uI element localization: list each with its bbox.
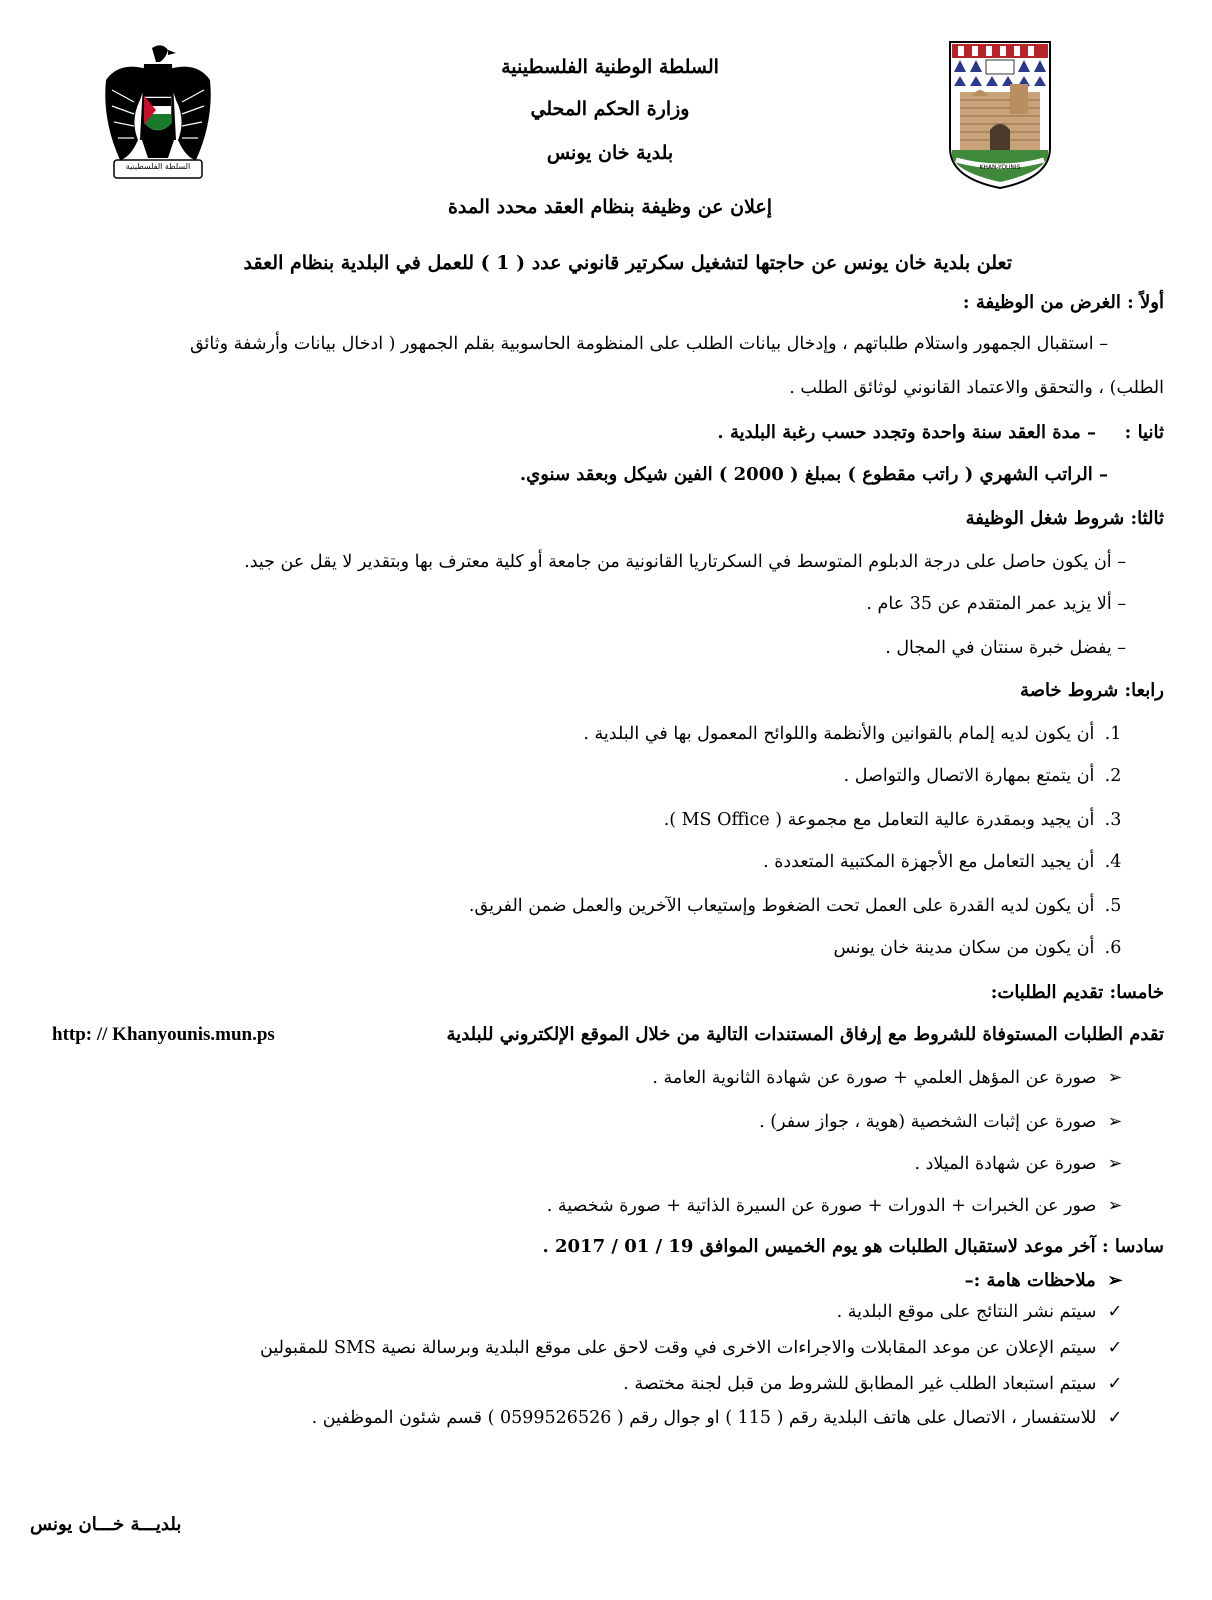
item-number: 3.	[1104, 810, 1122, 830]
section5-intro: تقدم الطلبات المستوفاة للشروط مع إرفاق المستندات التالية من خلال الموقع الإلكتروني للبلدية	[446, 1024, 1164, 1045]
item-number: 5.	[1104, 896, 1122, 916]
note-text: سيتم الإعلان عن موعد المقابلات والاجراءات الاخرى في وقت لاحق على موقع البلدية وبرسالة نصية SMS للمقبولين	[260, 1338, 1097, 1358]
municipality-logo-caption: KHAN-YOUNIS	[979, 164, 1021, 171]
section2-line1: – مدة العقد سنة واحدة وتجدد حسب رغبة البلدية .	[717, 422, 1096, 443]
khan-younis-municipality-logo	[946, 38, 1054, 190]
check-icon: ✓	[1107, 1338, 1123, 1358]
section5-title-rest: تقديم الطلبات:	[990, 982, 1110, 1003]
section1-line1: – استقبال الجمهور واستلام طلباتهم ، وإدخال بيانات الطلب على المنظومة الحاسوبية بقلم الجمهور ( ادخال بيانات وأرشفة وثائق	[189, 334, 1108, 354]
section3-title-rest: شروط شغل الوظيفة	[965, 508, 1131, 529]
item-text: أن يجيد التعامل مع الأجهزة المكتبية المتعددة .	[763, 852, 1095, 872]
check-icon: ✓	[1107, 1374, 1123, 1394]
document-item-2	[759, 1112, 1128, 1132]
notes-title: ملاحظات هامة :–	[964, 1270, 1096, 1291]
section3-title: ثالثا:	[1130, 508, 1164, 529]
authority-name: السلطة الوطنية الفلسطينية	[501, 56, 719, 78]
document-item-text: صورة عن إثبات الشخصية (هوية ، جواز سفر) .	[759, 1112, 1097, 1132]
section5-heading	[991, 982, 1164, 1003]
arrow-icon: ➢	[1107, 1112, 1123, 1132]
section4-heading	[1020, 680, 1164, 701]
ministry-name: وزارة الحكم المحلي	[530, 98, 690, 120]
arrow-icon: ➢	[1107, 1270, 1123, 1291]
section4-item-1	[583, 724, 1126, 744]
section3-item-3: – يفضل خبرة سنتان في المجال .	[885, 638, 1126, 658]
section1-title: أولاً : الغرض من الوظيفة :	[962, 292, 1164, 313]
note-text: للاستفسار ، الاتصال على هاتف البلدية رقم ( 115 ) او جوال رقم ( 0599526526 ) قسم شئون الموظفين .	[311, 1408, 1097, 1428]
section4-item-4	[763, 852, 1126, 872]
check-icon: ✓	[1107, 1302, 1123, 1322]
section6-title: سادسا :	[1101, 1236, 1164, 1257]
item-text: أن يكون لديه إلمام بالقوانين والأنظمة واللوائح المعمول بها في البلدية .	[583, 724, 1095, 744]
item-number: 4.	[1104, 852, 1122, 872]
document-item-text: صورة عن شهادة الميلاد .	[914, 1154, 1097, 1174]
notes-heading	[965, 1270, 1128, 1291]
emblem-caption: السلطة الفلسطينية	[125, 162, 191, 171]
section6-deadline	[542, 1236, 1164, 1257]
document-item-1	[652, 1068, 1128, 1088]
note-text: سيتم استبعاد الطلب غير المطابق للشروط من قبل لجنة مختصة .	[623, 1374, 1097, 1394]
item-text: أن يجيد وبمقدرة عالية التعامل مع مجموعة ( MS Office ).	[663, 810, 1095, 830]
section5-title: خامسا:	[1109, 982, 1164, 1003]
document-item-3	[914, 1154, 1128, 1174]
section2-title: ثانيا :	[1124, 422, 1164, 443]
note-item-4	[312, 1408, 1128, 1428]
arrow-icon: ➢	[1107, 1154, 1123, 1174]
check-icon: ✓	[1107, 1408, 1123, 1428]
note-text: سيتم نشر النتائج على موقع البلدية .	[836, 1302, 1097, 1322]
document-item-text: صورة عن المؤهل العلمي + صورة عن شهادة الثانوية العامة .	[652, 1068, 1097, 1088]
section4-item-5	[469, 896, 1126, 916]
section4-title-rest: شروط خاصة	[1020, 680, 1125, 701]
section4-title: رابعا:	[1124, 680, 1164, 701]
section6-text: آخر موعد لاستقبال الطلبات هو يوم الخميس الموافق 19 / 01 / 2017 .	[542, 1236, 1102, 1257]
section3-heading	[966, 508, 1164, 529]
note-item-2	[260, 1338, 1128, 1358]
arrow-icon: ➢	[1107, 1196, 1123, 1216]
document-item-4	[547, 1196, 1128, 1216]
section3-item-1: – أن يكون حاصل على درجة الدبلوم المتوسط في السكرتاريا القانونية من جامعة أو كلية معترف بها وبتقدير لا يقل عن جيد.	[244, 552, 1126, 572]
announcement-title: إعلان عن وظيفة بنظام العقد محدد المدة	[447, 196, 773, 218]
section3-item-2: – ألا يزيد عمر المتقدم عن 35 عام .	[866, 594, 1126, 614]
document-item-text: صور عن الخبرات + الدورات + صورة عن السيرة الذاتية + صورة شخصية .	[546, 1196, 1097, 1216]
item-text: أن يتمتع بمهارة الاتصال والتواصل .	[843, 766, 1095, 786]
item-number: 1.	[1104, 724, 1122, 744]
intro-text: تعلن بلدية خان يونس عن حاجتها لتشغيل سكرتير قانوني عدد ( 1 ) للعمل في البلدية بنظام العقد	[243, 252, 1012, 274]
section1-line2: الطلب) ، والتحقق والاعتماد القانوني لوثائق الطلب .	[789, 378, 1164, 398]
municipality-name: بلدية خان يونس	[546, 142, 674, 164]
note-item-3	[623, 1374, 1128, 1394]
signature: بلديـــة خـــان يونس	[30, 1514, 182, 1535]
note-item-1	[837, 1302, 1128, 1322]
website-link[interactable]: http: // Khanyounis.mun.ps	[52, 1024, 275, 1045]
item-number: 2.	[1104, 766, 1122, 786]
arrow-icon: ➢	[1107, 1068, 1123, 1088]
item-text: أن يكون من سكان مدينة خان يونس	[833, 938, 1095, 958]
section4-item-2	[844, 766, 1126, 786]
item-number: 6.	[1104, 938, 1122, 958]
section4-item-3	[664, 810, 1126, 830]
item-text: أن يكون لديه القدرة على العمل تحت الضغوط وإستيعاب الآخرين والعمل ضمن الفريق.	[468, 896, 1095, 916]
section4-item-6	[834, 938, 1127, 958]
palestinian-authority-emblem	[100, 40, 216, 185]
section2-line2: – الراتب الشهري ( راتب مقطوع ) بمبلغ ( 2000 ) الفين شيكل وبعقد سنوي.	[519, 464, 1108, 485]
